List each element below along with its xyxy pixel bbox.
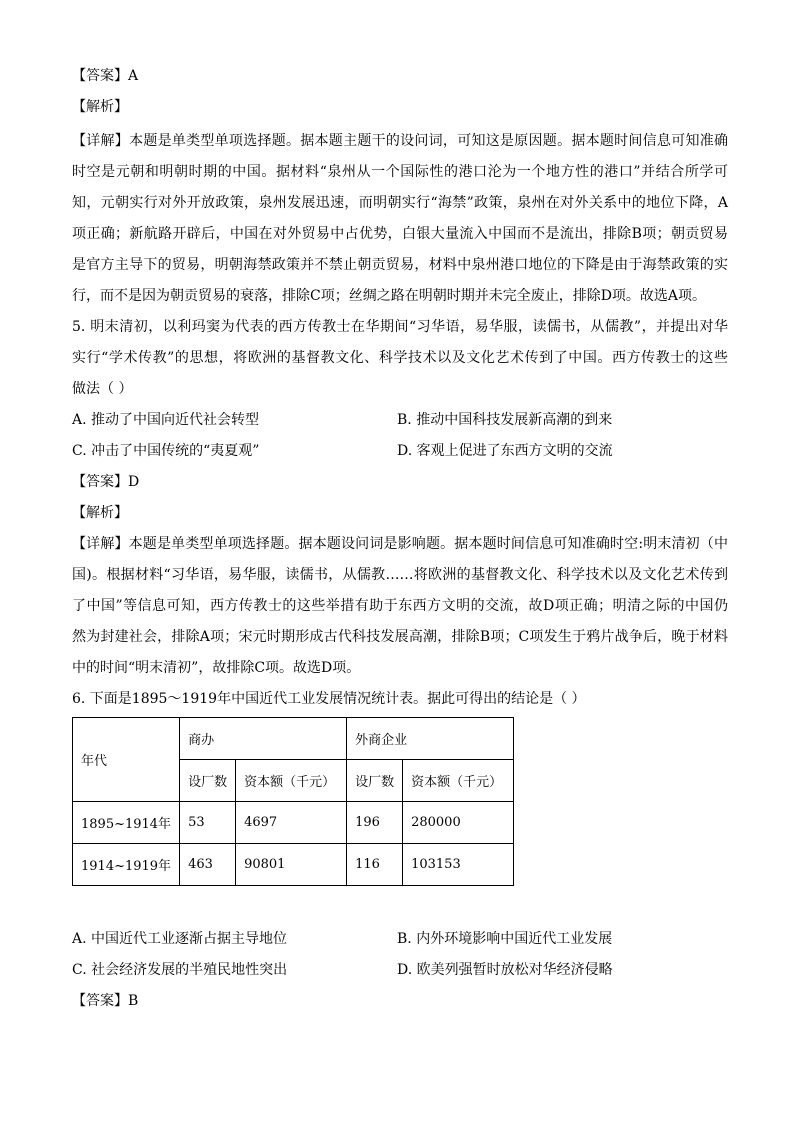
table-row [73, 802, 514, 844]
q5-stem-line: 5. 明末清初，以利玛窦为代表的西方传教士在华期间“习华语，易华服，读儒书，从儒教”，并提出对华 [72, 319, 728, 335]
q4-analysis-label: 【解析】 [72, 99, 128, 115]
q5-analysis-label: 【解析】 [72, 505, 128, 521]
table-subheader-count: 设厂数 [347, 760, 403, 802]
table-cell-period: 1895~1914年 [73, 802, 180, 844]
q5-stem-line: 实行“学术传教”的思想，将欧洲的基督教文化、科学技术以及文化艺术传到了中国。西方传教士的这些 [72, 350, 728, 366]
table-cell: 103153 [403, 844, 514, 886]
table-cell: 116 [347, 844, 403, 886]
q4-detail-line: 时空是元朝和明朝时期的中国。据材料“泉州从一个国际性的港口沦为一个地方性的港口”并结合所学可 [72, 164, 728, 180]
table-cell: 196 [347, 802, 403, 844]
q5-option-a: A. 推动了中国向近代社会转型 [72, 412, 260, 428]
q4-answer: 【答案】A [72, 68, 139, 84]
table-subheader-capital: 资本额（千元） [236, 760, 347, 802]
q5-detail-line: 【详解】本题是单类型单项选择题。据本题设问词是影响题。据本题时间信息可知准确时空:明末清初（中 [72, 536, 728, 552]
q4-detail-line: 知，元朝实行对外开放政策，泉州发展迅速，而明朝实行“海禁”政策，泉州在对外关系中的地位下降，A [72, 195, 728, 211]
q4-detail-line: 【详解】本题是单类型单项选择题。据本题主题干的设问词，可知这是原因题。据本题时间信息可知准确 [72, 133, 728, 149]
q5-detail-line: 国)。根据材料“习华语，易华服，读儒书，从儒教……将欧洲的基督教文化、科学技术以及文化艺术传到 [72, 567, 728, 583]
q5-detail-line: 然为封建社会，排除A项；宋元时期形成古代科技发展高潮，排除B项；C项发生于鸦片战争后，晚于材料 [72, 629, 728, 645]
table-cell: 53 [180, 802, 236, 844]
q6-option-a: A. 中国近代工业逐渐占据主导地位 [72, 931, 288, 947]
table-cell-period: 1914~1919年 [73, 844, 180, 886]
q6-option-b: B. 内外环境影响中国近代工业发展 [397, 931, 613, 947]
q4-detail-line: 是官方主导下的贸易，明朝海禁政策并不禁止朝贡贸易，材料中泉州港口地位的下降是由于海禁政策的实 [72, 257, 728, 273]
table-subheader-count: 设厂数 [180, 760, 236, 802]
table-header-group-foreign: 外商企业 [347, 718, 514, 760]
q6-answer: 【答案】B [72, 993, 139, 1009]
q5-detail-line: 了中国”等信息可知，西方传教士的这些举措有助于东西方文明的交流，故D项正确；明清之际的中国仍 [72, 598, 728, 614]
table-cell: 463 [180, 844, 236, 886]
industry-stats-table [72, 717, 514, 886]
table-header-year: 年代 [73, 718, 180, 802]
q5-stem-line: 做法（ ） [72, 381, 133, 397]
q5-option-c: C. 冲击了中国传统的“夷夏观” [72, 443, 260, 459]
table-subheader-capital: 资本额（千元） [403, 760, 514, 802]
q5-detail-line: 中的时间“明末清初”，故排除C项。故选D项。 [72, 660, 361, 676]
q5-answer: 【答案】D [72, 474, 140, 490]
q4-detail-line: 行，而不是因为朝贡贸易的衰落，排除C项；丝绸之路在明朝时期并未完全废止，排除D项。故选A项。 [72, 288, 707, 304]
q5-option-b: B. 推动中国科技发展新高潮的到来 [397, 412, 613, 428]
q6-stem: 6. 下面是1895～1919年中国近代工业发展情况统计表。据此可得出的结论是（ ） [72, 691, 586, 707]
table-cell: 4697 [236, 802, 347, 844]
table-row [73, 844, 514, 886]
q6-option-c: C. 社会经济发展的半殖民地性突出 [72, 962, 288, 978]
table-cell: 280000 [403, 802, 514, 844]
q6-option-d: D. 欧美列强暂时放松对华经济侵略 [397, 962, 613, 978]
table-cell: 90801 [236, 844, 347, 886]
q4-detail-line: 项正确；新航路开辟后，中国在对外贸易中占优势，白银大量流入中国而不是流出，排除B项；朝贡贸易 [72, 226, 728, 242]
q5-option-d: D. 客观上促进了东西方文明的交流 [397, 443, 613, 459]
table-header-group-merchant: 商办 [180, 718, 347, 760]
